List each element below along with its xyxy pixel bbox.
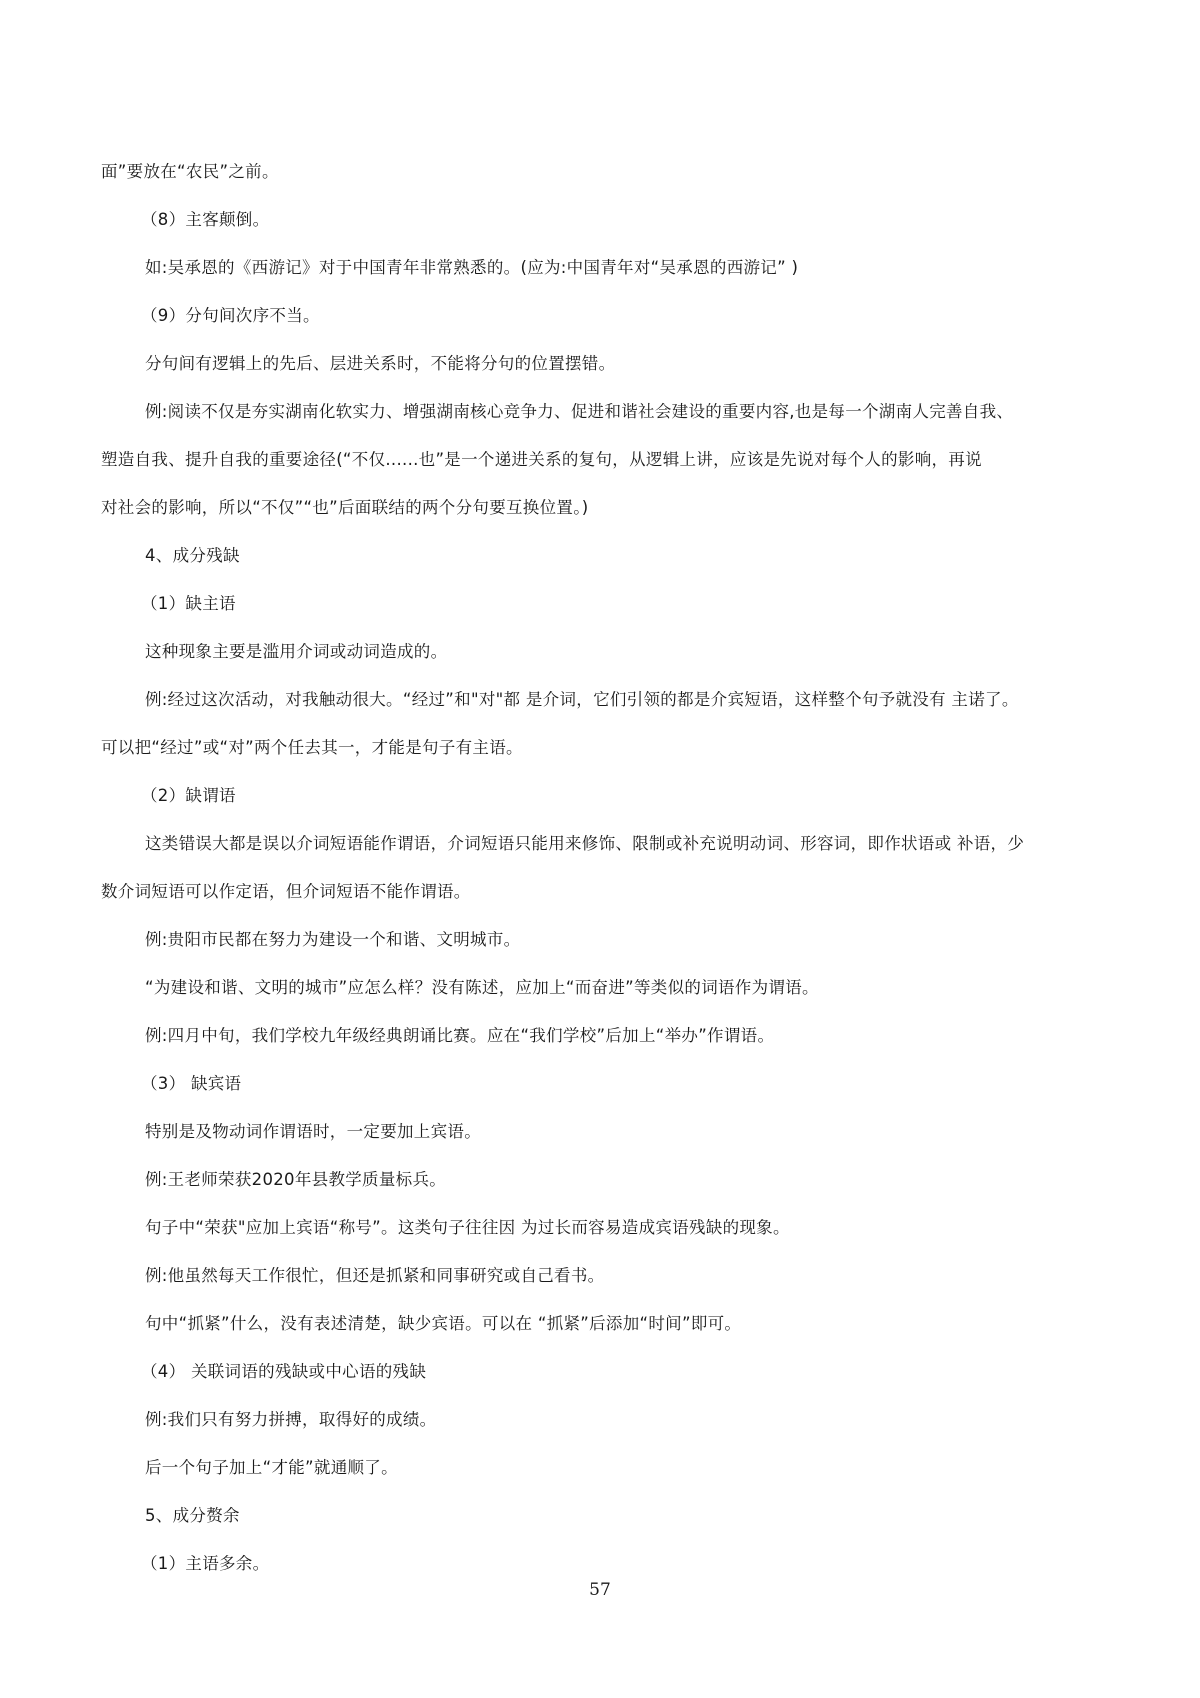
text-line: 特别是及物动词作谓语时，一定要加上宾语。 — [145, 1122, 481, 1141]
subheading: （3） 缺宾语 — [141, 1074, 242, 1093]
section-heading: 4、成分残缺 — [145, 546, 240, 565]
text-line: 面”要放在“农民”之前。 — [101, 162, 279, 181]
text-line: 例:阅读不仅是夯实湖南化软实力、增强湖南核心竞争力、促进和谐社会建设的重要内容,也是每一个湖南人完善自我、 — [145, 402, 1014, 421]
text-line: 可以把“经过”或“对”两个任去其一，才能是句子有主语。 — [101, 738, 523, 757]
text-line: 后一个句子加上“才能”就通顺了。 — [145, 1458, 398, 1477]
text-line: 例:王老师荣获2020年县教学质量标兵。 — [145, 1170, 447, 1189]
text-line: 句子中“荣获"应加上宾语“称号”。这类句子往往因 为过长而容易造成宾语残缺的现象。 — [145, 1218, 790, 1237]
subheading: （4） 关联词语的残缺或中心语的残缺 — [141, 1362, 427, 1381]
body-text — [101, 148, 1099, 1588]
page-number: 57 — [589, 1580, 611, 1600]
subheading: （2）缺谓语 — [141, 786, 236, 805]
subheading: （9）分句间次序不当。 — [141, 306, 320, 325]
text-line: 句中“抓紧”什么，没有表述清楚，缺少宾语。可以在 “抓紧”后添加“时间”即可。 — [145, 1314, 742, 1333]
text-line: “为建设和谐、文明的城市”应怎么样？没有陈述，应加上“而奋进”等类似的词语作为谓语。 — [145, 978, 819, 997]
subheading: （8）主客颠倒。 — [141, 210, 270, 229]
text-line: 例:四月中旬，我们学校九年级经典朗诵比赛。应在“我们学校”后加上“举办”作谓语。 — [145, 1026, 775, 1045]
text-line: 例:贵阳市民都在努力为建设一个和谐、文明城市。 — [145, 930, 521, 949]
text-line: 例:经过这次活动，对我触动很大。“经过”和"对"都 是介词，它们引领的都是介宾短语，这样整个句予就没有 主诺了。 — [145, 690, 1019, 709]
text-line: 例:他虽然每天工作很忙，但还是抓紧和同事研究或自己看书。 — [145, 1266, 605, 1285]
text-line: 对社会的影响，所以“不仅”“也”后面联结的两个分句要互换位置。) — [101, 498, 589, 517]
text-line: 这种现象主要是滥用介词或动词造成的。 — [145, 642, 448, 661]
text-line: 塑造自我、提升自我的重要途径(“不仅......也”是一个递进关系的复句，从逻辑上讲，应该是先说对每个人的影响，再说 — [101, 450, 982, 469]
text-line: 分句间有逻辑上的先后、层进关系时，不能将分句的位置摆错。 — [145, 354, 616, 373]
text-line: 数介词短语可以作定语，但介词短语不能作谓语。 — [101, 882, 471, 901]
subheading: （1）缺主语 — [141, 594, 236, 613]
subheading: （1）主语多余。 — [141, 1554, 270, 1573]
text-line: 如:吴承恩的《西游记》对于中国青年非常熟悉的。(应为:中国青年对“吴承恩的西游记” ) — [145, 258, 799, 277]
section-heading: 5、成分赘余 — [145, 1506, 240, 1525]
text-line: 这类错误大都是误以介词短语能作谓语，介词短语只能用来修饰、限制或补充说明动词、形容词，即作状语或 补语，少 — [145, 834, 1025, 853]
text-line: 例:我们只有努力拼搏，取得好的成绩。 — [145, 1410, 437, 1429]
